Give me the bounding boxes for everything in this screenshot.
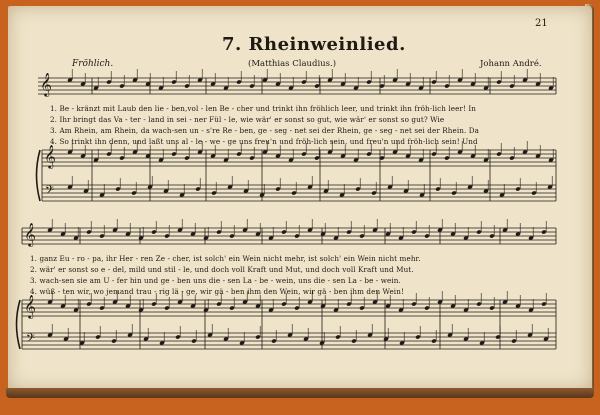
tempo-marking: Fröhlich. [72,59,114,69]
piano-brace [37,150,41,201]
page-number: 21 [535,18,548,29]
lyric-line: 1. ganz Eu - ro - pa, ihr Her - ren Ze - cher, ist solch' ein Wein nicht mehr, ist solch' ein Wein nicht mehr. [30,254,421,263]
piano-brace [17,300,21,349]
lyric-line: 2. Ihr bringt das Va - ter - land in sei - ner Fül - le, wie wär' er sonst so gut, wie wär' er sonst so gut? Wie [50,115,445,124]
bass-clef-icon: 𝄢 [26,332,36,348]
lyric-line: 4. wüß - ten wir, wo jemand trau - rig lä - ge, wir gä - ben ihm den Wein, wir gä - ben ihm den Wein! [30,287,404,296]
lyric-line: 1. Be - kränzt mit Laub den lie - ben,vol - len Be - cher und trinkt ihn fröhlich leer, und trinkt ihn fröh-lich leer! In [50,104,477,113]
treble-clef-icon: 𝄞 [40,72,52,96]
lyric-line: 3. wach-sen sie am U - fer hin und ge - ben uns die - sen La - be - wein, uns die - sen La - be - wein. [30,276,401,285]
treble-clef-icon: 𝄞 [24,222,36,246]
bass-clef-icon: 𝄢 [45,184,55,200]
treble-clef-icon: 𝄞 [44,144,56,168]
treble-clef-icon: 𝄞 [24,294,36,318]
lyric-line: 2. wär' er sonst so e - del, mild und stil - le, und doch voll Kraft und Mut, und doch voll Kraft und Mut. [30,265,414,274]
composer-credit: Johann André. [480,59,542,69]
lyric-line: 3. Am Rhein, am Rhein, da wach-sen un - s're Re - ben, ge - seg - net sei der Rhein, ge - seg - net sei der Rhein. Da [50,126,479,135]
lyric-line: 4. So trinkt ihn denn, und laßt uns al - le - we - ge uns freu'n und fröh-lich sein, und freu'n und fröh-lich sein! Und [50,137,478,146]
song-title: 7. Rheinweinlied. [222,34,406,55]
poet-credit: (Matthias Claudius.) [248,59,337,69]
